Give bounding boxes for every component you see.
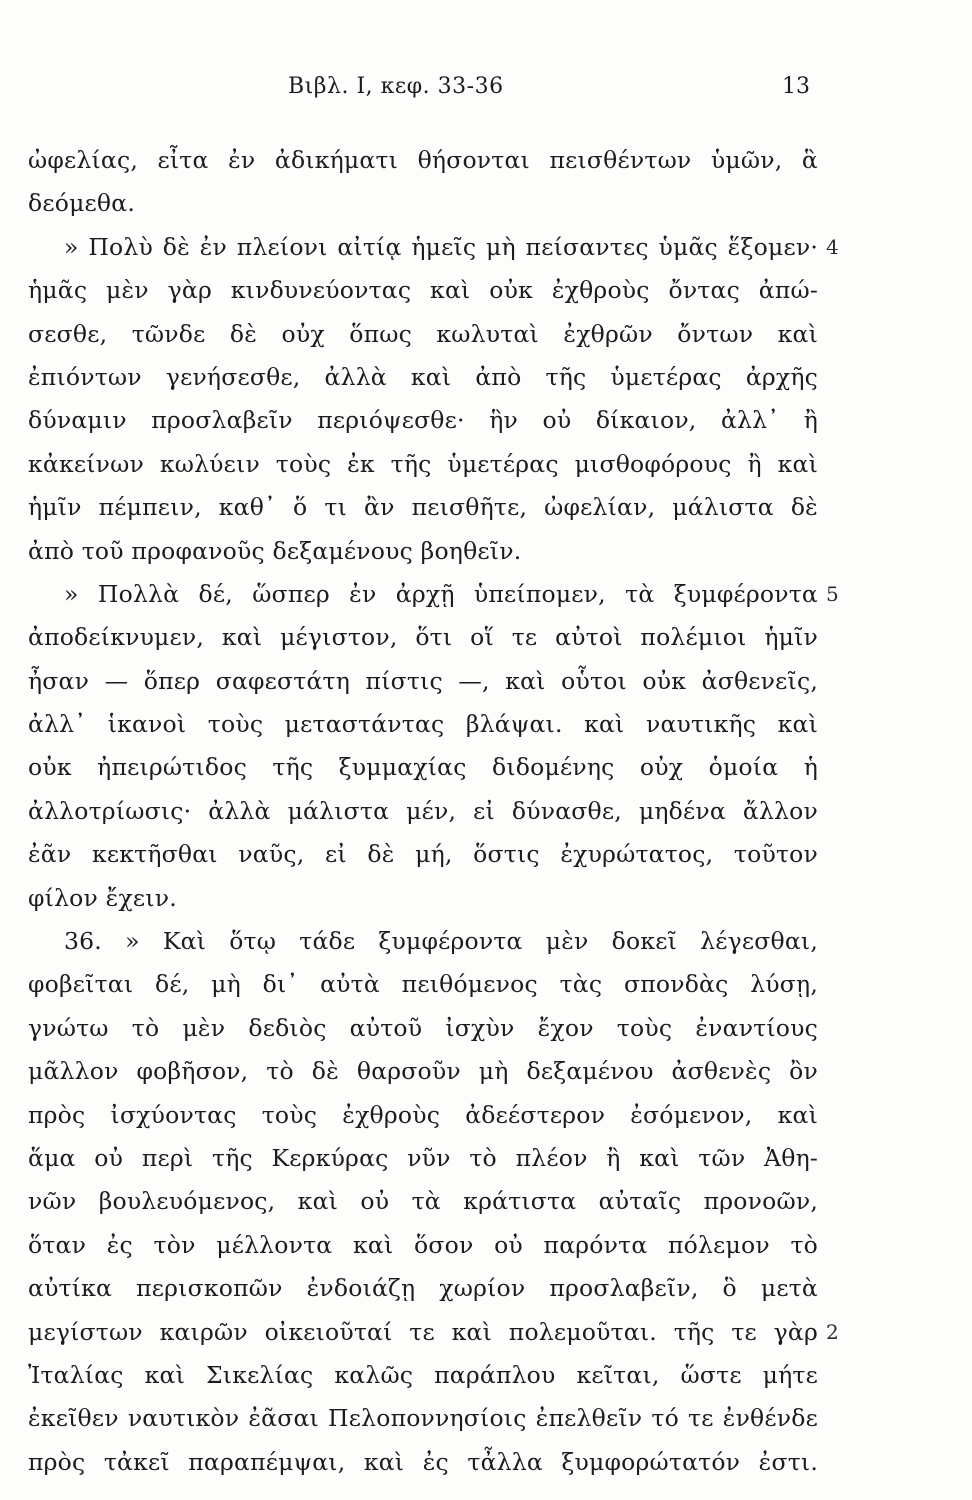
section-number-5: 5 [826,581,839,606]
text-line-28: μεγίστων καιρῶν οἰκειοῦταί τε καὶ πολεμοῦται. τῆς τε γὰρ 2 [28,1311,818,1354]
text-line-26: ὅταν ἐς τὸν μέλλοντα καὶ ὅσον οὐ παρόντα πόλεμον τὸ [28,1230,818,1259]
text-line-14: ἀλλ᾽ ἱκανοὶ τοὺς μεταστάντας βλάψαι. καὶ ναυτικῆς καὶ [28,710,818,739]
text-line-21: γνώτω τὸ μὲν δεδιὸς αὐτοῦ ἰσχὺν ἔχον τοὺς ἐναντίους [28,1013,818,1042]
text-line-15: οὐκ ἠπειρώτιδος τῆς ξυμμαχίας διδομένης οὐχ ὁμοία ἡ [28,753,818,782]
text-line-2: δεόμεθα. [28,189,136,218]
text-line-7: δύναμιν προσλαβεῖν περιόψεσθε· ἣν οὐ δίκαιον, ἀλλ᾽ ἢ [28,406,818,435]
text-line-6: ἐπιόντων γενήσεσθε, ἀλλὰ καὶ ἀπὸ τῆς ὑμετέρας ἀρχῆς [28,362,818,391]
text-line-20: φοβεῖται δέ, μὴ δι᾽ αὐτὰ πειθόμενος τὰς σπονδὰς λύσῃ, [28,970,818,999]
running-title: Βιβλ. I, κεφ. 33-36 [288,74,504,99]
section-number-4: 4 [826,234,839,259]
text-line-23: πρὸς ἰσχύοντας τοὺς ἐχθροὺς ἀδεέστερον ἐσόμενον, καὶ [28,1100,818,1129]
text-line-16: ἀλλοτρίωσις· ἀλλὰ μάλιστα μέν, εἰ δύνασθε, μηδένα ἄλλον [28,796,818,825]
text-line-12: ἀποδείκνυμεν, καὶ μέγιστον, ὅτι οἵ τε αὐτοὶ πολέμιοι ἡμῖν [28,623,818,652]
text-line-30: ἐκεῖθεν ναυτικὸν ἐᾶσαι Πελοποννησίοις ἐπελθεῖν τό τε ἐνθένδε [28,1404,818,1433]
text-line-10: ἀπὸ τοῦ προφανοῦς δεξαμένους βοηθεῖν. [28,536,522,565]
text-line-4: ἡμᾶς μὲν γὰρ κινδυνεύοντας καὶ οὐκ ἐχθροὺς ὄντας ἀπώ- [28,276,818,305]
text-line-25: νῶν βουλευόμενος, καὶ οὐ τὰ κράτιστα αὐταῖς προνοῶν, [28,1187,818,1216]
text-line-1: ὠφελίας, εἶτα ἐν ἀδικήματι θήσονται πεισθέντων ὑμῶν, ἃ [28,146,818,174]
text-line-5: σεσθε, τῶνδε δὲ οὐχ ὅπως κωλυταὶ ἐχθρῶν ὄντων καὶ [28,319,818,348]
text-line-22: μᾶλλον φοβῆσον, τὸ δὲ θαρσοῦν μὴ δεξαμένου ἀσθενὲς ὂν [28,1057,818,1086]
text-line-8: κἀκείνων κωλύειν τοὺς ἐκ τῆς ὑμετέρας μισθοφόρους ἢ καὶ [28,449,818,478]
greek-text-body [28,139,839,1484]
page-number: 13 [782,74,810,99]
text-line-24: ἅμα οὐ περὶ τῆς Κερκύρας νῦν τὸ πλέον ἢ καὶ τῶν Ἀθη- [28,1143,818,1172]
text-line-27: αὐτίκα περισκοπῶν ἐνδοιάζῃ χωρίον προσλαβεῖν, ὃ μετὰ [28,1274,818,1303]
running-header [0,74,972,104]
text-line-19: 36. » Καὶ ὅτῳ τάδε ξυμφέροντα μὲν δοκεῖ λέγεσθαι, [64,927,818,956]
text-line-31: πρὸς τἀκεῖ παραπέμψαι, καὶ ἐς τἆλλα ξυμφορώτατόν ἐστι. [28,1447,818,1476]
text-line-3: » Πολὺ δὲ ἐν πλείονι αἰτίᾳ ἡμεῖς μὴ πείσαντες ὑμᾶς ἕξομεν· 4 [28,226,818,269]
section-number-2: 2 [826,1319,839,1344]
text-line-9: ἡμῖν πέμπειν, καθ᾽ ὅ τι ἂν πεισθῆτε, ὠφελίαν, μάλιστα δὲ [28,493,818,522]
text-line-18: φίλον ἔχειν. [28,883,177,912]
text-line-11: » Πολλὰ δέ, ὥσπερ ἐν ἀρχῇ ὑπείπομεν, τὰ ξυμφέροντα 5 [28,573,818,616]
text-line-29: Ἰταλίας καὶ Σικελίας καλῶς παράπλου κεῖται, ὥστε μήτε [28,1360,818,1389]
text-line-17: ἐᾶν κεκτῆσθαι ναῦς, εἰ δὲ μή, ὅστις ἐχυρώτατος, τοῦτον [28,840,818,869]
text-line-13: ἦσαν — ὅπερ σαφεστάτη πίστις —, καὶ οὗτοι οὐκ ἀσθενεῖς, [28,666,818,695]
